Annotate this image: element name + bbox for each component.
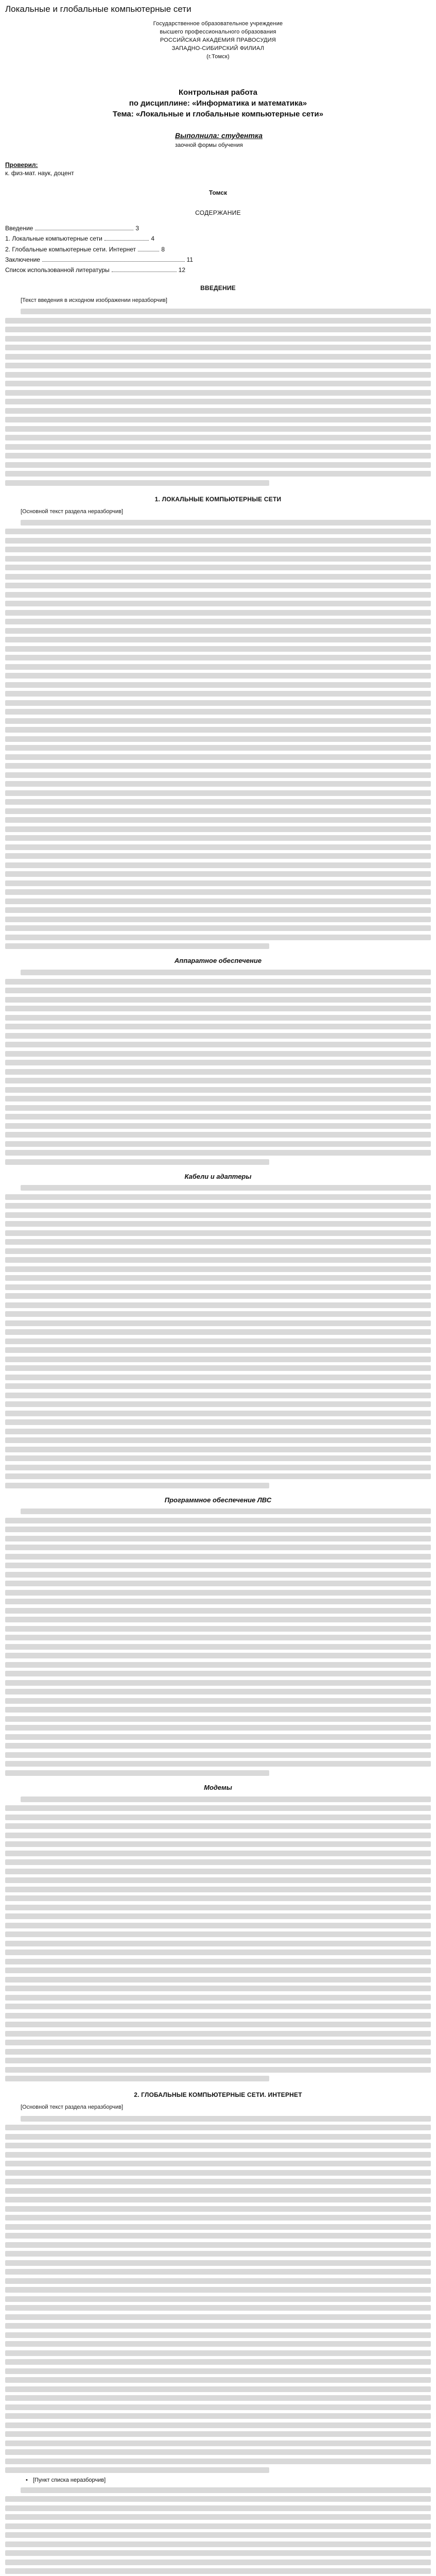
text-line-placeholder — [5, 345, 431, 350]
toc-item[interactable] — [5, 245, 165, 253]
text-line-placeholder — [5, 363, 431, 368]
text-line-placeholder — [5, 2449, 431, 2455]
institution-line: Государственное образовательное учреждение — [153, 21, 283, 27]
text-line-placeholder — [5, 1662, 431, 1668]
text-line-placeholder — [5, 1150, 431, 1156]
text-line-placeholder — [5, 1752, 431, 1758]
text-line-placeholder — [5, 1347, 431, 1353]
text-line-placeholder — [5, 2422, 431, 2428]
text-line-placeholder — [5, 399, 431, 404]
text-line-placeholder — [5, 1913, 431, 1919]
text-line-placeholder — [5, 2278, 431, 2284]
text-line-placeholder — [5, 2152, 431, 2158]
text-line-placeholder — [5, 2004, 431, 2009]
intro-body — [5, 309, 431, 486]
text-line-placeholder — [5, 1635, 431, 1640]
text-line-placeholder — [5, 2031, 431, 2037]
text-line-placeholder — [5, 1051, 431, 1057]
text-line-placeholder — [5, 2125, 431, 2130]
text-line-placeholder — [5, 2323, 431, 2329]
text-line-placeholder — [5, 2197, 431, 2202]
text-line-placeholder — [5, 1923, 431, 1928]
text-line-placeholder — [5, 1006, 431, 1011]
text-line-placeholder — [5, 2233, 431, 2239]
text-line-placeholder — [5, 1248, 431, 1254]
text-line-placeholder — [5, 664, 431, 670]
text-line-placeholder — [5, 935, 431, 940]
text-line-placeholder — [5, 1239, 431, 1245]
institution-line: ЗАПАДНО-СИБИРСКИЙ ФИЛИАЛ — [171, 45, 265, 52]
text-line-placeholder — [5, 1132, 431, 1138]
global-text: [Основной текст раздела неразборчив] — [21, 2104, 124, 2111]
text-line-placeholder — [5, 1841, 431, 1847]
text-line-placeholder — [5, 754, 431, 760]
text-line-placeholder — [5, 1266, 431, 1272]
text-line-placeholder — [5, 462, 431, 468]
text-line-placeholder — [5, 1375, 431, 1380]
toc-item[interactable] — [5, 224, 139, 232]
text-line-placeholder — [5, 408, 431, 414]
text-line-placeholder — [5, 1689, 431, 1694]
text-line-placeholder — [5, 1851, 431, 1856]
intro-text: [Текст введения в исходном изображении неразборчив] — [21, 297, 167, 303]
text-line-placeholder — [5, 2314, 431, 2320]
text-line-placeholder — [5, 592, 431, 598]
text-line-placeholder — [5, 610, 431, 616]
text-line-placeholder — [5, 835, 431, 841]
text-line-placeholder — [5, 1114, 431, 1120]
text-line-placeholder — [5, 2441, 431, 2446]
table-of-contents — [5, 224, 431, 275]
cables-body — [5, 1185, 431, 1488]
text-line-placeholder — [5, 1284, 431, 1290]
text-line-placeholder — [5, 1473, 431, 1479]
list-item — [26, 2477, 431, 2484]
text-line-placeholder — [5, 1895, 431, 1901]
toc-item-title: Список использованной литературы — [5, 266, 110, 274]
toc-item[interactable] — [5, 234, 154, 243]
text-line-placeholder — [21, 2116, 431, 2122]
text-line-placeholder — [5, 1877, 431, 1883]
text-line-placeholder — [21, 309, 431, 314]
text-line-placeholder — [5, 1986, 431, 1991]
bullet-icon: • — [26, 2477, 28, 2483]
text-line-placeholder — [5, 583, 431, 588]
text-line-placeholder — [5, 1060, 431, 1065]
text-line-placeholder — [5, 453, 431, 459]
text-line-placeholder — [5, 2505, 431, 2511]
text-line-placeholder — [5, 2368, 431, 2374]
text-line-placeholder — [5, 574, 431, 580]
software-body — [5, 1509, 431, 1776]
institution-block — [5, 20, 431, 61]
toc-item-page: 4 — [151, 235, 154, 243]
text-line-placeholder — [21, 1797, 431, 1802]
text-line-placeholder — [5, 1725, 431, 1731]
text-line-placeholder — [5, 1734, 431, 1740]
toc-item-title: Введение — [5, 225, 33, 232]
work-title-block — [5, 87, 431, 120]
text-line-placeholder — [5, 772, 431, 778]
text-line-placeholder — [5, 2386, 431, 2392]
local-body-1 — [5, 520, 431, 950]
text-line-placeholder — [5, 1194, 431, 1200]
text-line-placeholder — [5, 1293, 431, 1299]
text-line-placeholder — [5, 327, 431, 332]
text-line-placeholder — [5, 1429, 431, 1434]
text-line-placeholder — [5, 1357, 431, 1362]
checked-block — [5, 161, 431, 178]
text-line-placeholder — [5, 628, 431, 634]
text-line-placeholder — [5, 2179, 431, 2184]
text-line-placeholder — [5, 1365, 431, 1371]
text-line-placeholder — [5, 853, 431, 859]
text-line-placeholder — [5, 1203, 431, 1209]
subsection-heading-software: Программное обеспечение ЛВС — [164, 1496, 272, 1504]
text-line-placeholder — [5, 2341, 431, 2347]
city: Томск — [208, 189, 228, 197]
text-line-placeholder — [5, 871, 431, 877]
text-line-placeholder — [5, 1320, 431, 1326]
text-line-placeholder — [5, 700, 431, 706]
text-line-placeholder — [21, 970, 431, 975]
text-line-placeholder — [5, 1995, 431, 2001]
text-line-placeholder — [5, 1859, 431, 1865]
text-line-placeholder — [5, 917, 431, 922]
subsection-heading-cables: Кабели и адаптеры — [184, 1172, 252, 1180]
text-line-placeholder — [5, 2188, 431, 2194]
text-line-placeholder — [5, 2260, 431, 2266]
topic: Тема: «Локальные и глобальные компьютерные сети» — [112, 109, 324, 118]
text-line-placeholder — [5, 1455, 431, 1461]
text-line-placeholder — [5, 1823, 431, 1829]
text-line-placeholder — [5, 1941, 431, 1946]
text-line-placeholder — [5, 1931, 431, 1937]
text-line-placeholder — [5, 2058, 431, 2063]
text-line-placeholder — [5, 354, 431, 360]
text-line-placeholder — [5, 943, 269, 949]
text-line-placeholder — [5, 718, 431, 724]
text-line-placeholder — [5, 2269, 431, 2275]
text-line-placeholder — [21, 1185, 431, 1191]
text-line-placeholder — [5, 2459, 431, 2464]
hardware-body — [5, 970, 431, 1165]
text-line-placeholder — [5, 318, 431, 324]
institution-line: (г.Томск) — [206, 53, 230, 60]
text-line-placeholder — [5, 1096, 431, 1101]
text-line-placeholder — [5, 2067, 431, 2073]
text-line-placeholder — [5, 2377, 431, 2383]
text-line-placeholder — [5, 2242, 431, 2248]
text-line-placeholder — [5, 1033, 431, 1039]
toc-item-title: Заключение — [5, 256, 40, 263]
text-line-placeholder — [5, 2251, 431, 2257]
text-line-placeholder — [5, 2395, 431, 2401]
section-heading-local: 1. ЛОКАЛЬНЫЕ КОМПЬЮТЕРНЫЕ СЕТИ — [154, 495, 282, 503]
toc-item[interactable] — [5, 266, 185, 274]
institution-line: высшего профессионального образования — [160, 29, 276, 36]
text-line-placeholder — [5, 1447, 431, 1452]
text-line-placeholder — [5, 1015, 431, 1021]
text-line-placeholder — [5, 381, 431, 386]
text-line-placeholder — [5, 1743, 431, 1749]
text-line-placeholder — [5, 529, 431, 534]
checked-label: Проверил: — [5, 161, 38, 168]
text-line-placeholder — [5, 2040, 431, 2045]
text-line-placeholder — [5, 1626, 431, 1632]
text-line-placeholder — [5, 2467, 269, 2473]
text-line-placeholder — [5, 1221, 431, 1227]
text-line-placeholder — [5, 763, 431, 769]
text-line-placeholder — [5, 1707, 431, 1713]
text-line-placeholder — [21, 520, 431, 526]
global-list-body — [5, 2487, 431, 2576]
text-line-placeholder — [5, 1311, 431, 1317]
text-line-placeholder — [5, 1599, 431, 1604]
toc-item-title: 2. Глобальные компьютерные сети. Интернет — [5, 245, 136, 253]
text-line-placeholder — [5, 336, 431, 342]
text-line-placeholder — [5, 2496, 431, 2502]
text-line-placeholder — [5, 556, 431, 562]
text-line-placeholder — [5, 426, 431, 432]
discipline: по дисциплине: «Информатика и математика» — [129, 98, 307, 108]
text-line-placeholder — [5, 2431, 431, 2437]
toc-item-page: 3 — [135, 225, 139, 232]
text-line-placeholder — [5, 1671, 431, 1676]
text-line-placeholder — [5, 1087, 431, 1093]
text-line-placeholder — [5, 444, 431, 450]
text-line-placeholder — [5, 2404, 431, 2410]
toc-item-page: 11 — [186, 256, 193, 263]
global-body-1 — [5, 2116, 431, 2473]
text-line-placeholder — [5, 1617, 431, 1622]
text-line-placeholder — [5, 1950, 431, 1955]
text-line-placeholder — [5, 601, 431, 606]
text-line-placeholder — [5, 781, 431, 787]
text-line-placeholder — [5, 2224, 431, 2230]
text-line-placeholder — [5, 1141, 431, 1147]
text-line-placeholder — [5, 1042, 431, 1047]
checked-by: к. физ-мат. наук, доцент — [5, 170, 74, 177]
section-heading-global: 2. ГЛОБАЛЬНЫЕ КОМПЬЮТЕРНЫЕ СЕТИ. ИНТЕРНЕТ — [134, 2091, 302, 2099]
text-line-placeholder — [5, 480, 269, 486]
text-line-placeholder — [5, 1833, 431, 1838]
text-line-placeholder — [5, 2532, 431, 2538]
text-line-placeholder — [5, 1653, 431, 1658]
institution-line: РОССИЙСКАЯ АКАДЕМИЯ ПРАВОСУДИЯ — [160, 37, 276, 43]
text-line-placeholder — [5, 1545, 431, 1550]
text-line-placeholder — [5, 2413, 431, 2419]
text-line-placeholder — [5, 1302, 431, 1308]
toc-item[interactable] — [5, 256, 193, 264]
text-line-placeholder — [5, 691, 431, 697]
toc-item-page: 8 — [161, 245, 165, 253]
text-line-placeholder — [5, 1078, 431, 1083]
document-title: Локальные и глобальные компьютерные сети — [5, 4, 191, 14]
text-line-placeholder — [5, 2359, 431, 2365]
text-line-placeholder — [5, 1977, 431, 1982]
text-line-placeholder — [5, 2076, 269, 2081]
text-line-placeholder — [5, 1105, 431, 1111]
text-line-placeholder — [5, 1329, 431, 1335]
author-block — [175, 131, 431, 149]
section-heading-intro: ВВЕДЕНИЕ — [200, 284, 236, 292]
text-line-placeholder — [5, 1959, 431, 1964]
text-line-placeholder — [5, 2305, 431, 2311]
text-line-placeholder — [5, 790, 431, 796]
text-line-placeholder — [5, 997, 431, 1003]
text-line-placeholder — [5, 1905, 431, 1910]
text-line-placeholder — [5, 889, 431, 895]
text-line-placeholder — [5, 565, 431, 570]
text-line-placeholder — [5, 417, 431, 422]
text-line-placeholder — [5, 471, 431, 477]
text-line-placeholder — [5, 925, 431, 931]
text-line-placeholder — [5, 1257, 431, 1263]
text-line-placeholder — [5, 862, 431, 868]
text-line-placeholder — [5, 1123, 431, 1129]
text-line-placeholder — [5, 907, 431, 913]
text-line-placeholder — [5, 799, 431, 805]
subsection-heading-hardware: Аппаратное обеспечение — [174, 957, 262, 965]
text-line-placeholder — [5, 2287, 431, 2293]
text-line-placeholder — [5, 2541, 431, 2547]
text-line-placeholder — [5, 2049, 431, 2055]
text-line-placeholder — [5, 1437, 431, 1443]
text-line-placeholder — [5, 899, 431, 904]
text-line-placeholder — [21, 1509, 431, 1514]
text-line-placeholder — [5, 745, 431, 751]
study-form: заочной формы обучения — [175, 142, 243, 148]
text-line-placeholder — [5, 1563, 431, 1568]
text-line-placeholder — [5, 1805, 431, 1811]
text-line-placeholder — [5, 435, 431, 440]
text-line-placeholder — [5, 2350, 431, 2356]
text-line-placeholder — [5, 2013, 431, 2019]
text-line-placeholder — [5, 1761, 431, 1767]
text-line-placeholder — [5, 1401, 431, 1407]
text-line-placeholder — [5, 1275, 431, 1281]
text-line-placeholder — [5, 1518, 431, 1523]
text-line-placeholder — [5, 1815, 431, 1820]
text-line-placeholder — [5, 1527, 431, 1532]
text-line-placeholder — [5, 1572, 431, 1578]
text-line-placeholder — [5, 2523, 431, 2529]
text-line-placeholder — [5, 1383, 431, 1389]
text-line-placeholder — [5, 1680, 431, 1686]
text-line-placeholder — [5, 1483, 269, 1488]
text-line-placeholder — [5, 2215, 431, 2221]
text-line-placeholder — [5, 1024, 431, 1029]
text-line-placeholder — [5, 808, 431, 814]
author-label: Выполнила: студентка — [175, 131, 263, 140]
text-line-placeholder — [5, 1698, 431, 1704]
text-line-placeholder — [5, 727, 431, 733]
text-line-placeholder — [5, 2332, 431, 2338]
text-line-placeholder — [5, 1159, 269, 1165]
text-line-placeholder — [5, 390, 431, 396]
toc-item-title: 1. Локальные компьютерные сети — [5, 235, 102, 243]
text-line-placeholder — [5, 547, 431, 552]
text-line-placeholder — [5, 817, 431, 823]
toc-item-page: 12 — [178, 266, 185, 274]
text-line-placeholder — [5, 826, 431, 832]
text-line-placeholder — [5, 1554, 431, 1560]
text-line-placeholder — [5, 1536, 431, 1541]
text-line-placeholder — [5, 682, 431, 688]
text-line-placeholder — [5, 2206, 431, 2212]
text-line-placeholder — [5, 1887, 431, 1892]
text-line-placeholder — [5, 1212, 431, 1218]
text-line-placeholder — [5, 637, 431, 642]
text-line-placeholder — [5, 2161, 431, 2166]
subsection-heading-modems: Модемы — [204, 1783, 232, 1791]
text-line-placeholder — [5, 1230, 431, 1236]
toc-heading: СОДЕРЖАНИЕ — [195, 209, 241, 216]
text-line-placeholder — [5, 1419, 431, 1425]
text-line-placeholder — [5, 979, 431, 985]
text-line-placeholder — [5, 1581, 431, 1586]
local-text: [Основной текст раздела неразборчив] — [21, 508, 124, 515]
text-line-placeholder — [5, 2550, 431, 2556]
text-line-placeholder — [5, 538, 431, 544]
text-line-placeholder — [5, 372, 431, 378]
text-line-placeholder — [5, 1716, 431, 1722]
text-line-placeholder — [5, 1968, 431, 1973]
text-line-placeholder — [5, 1411, 431, 1416]
list-item-text: [Пункт списка неразборчив] — [33, 2477, 106, 2483]
text-line-placeholder — [5, 646, 431, 652]
text-line-placeholder — [21, 2487, 431, 2493]
text-line-placeholder — [5, 1644, 431, 1650]
text-line-placeholder — [5, 619, 431, 624]
text-line-placeholder — [5, 880, 431, 886]
text-line-placeholder — [5, 844, 431, 850]
modems-body — [5, 1797, 431, 2082]
text-line-placeholder — [5, 1465, 431, 1470]
text-line-placeholder — [5, 709, 431, 715]
text-line-placeholder — [5, 736, 431, 742]
text-line-placeholder — [5, 2134, 431, 2140]
text-line-placeholder — [5, 988, 431, 993]
text-line-placeholder — [5, 2022, 431, 2027]
text-line-placeholder — [5, 1770, 269, 1776]
text-line-placeholder — [5, 1590, 431, 1596]
text-line-placeholder — [5, 1393, 431, 1398]
work-type: Контрольная работа — [179, 88, 257, 97]
text-line-placeholder — [5, 2296, 431, 2302]
text-line-placeholder — [5, 2568, 431, 2574]
text-line-placeholder — [5, 1338, 431, 1344]
text-line-placeholder — [5, 2560, 431, 2565]
text-line-placeholder — [5, 1069, 431, 1075]
text-line-placeholder — [5, 2143, 431, 2148]
text-line-placeholder — [5, 655, 431, 660]
text-line-placeholder — [5, 1869, 431, 1874]
text-line-placeholder — [5, 2514, 431, 2520]
text-line-placeholder — [5, 673, 431, 679]
text-line-placeholder — [5, 1608, 431, 1614]
text-line-placeholder — [5, 2170, 431, 2176]
